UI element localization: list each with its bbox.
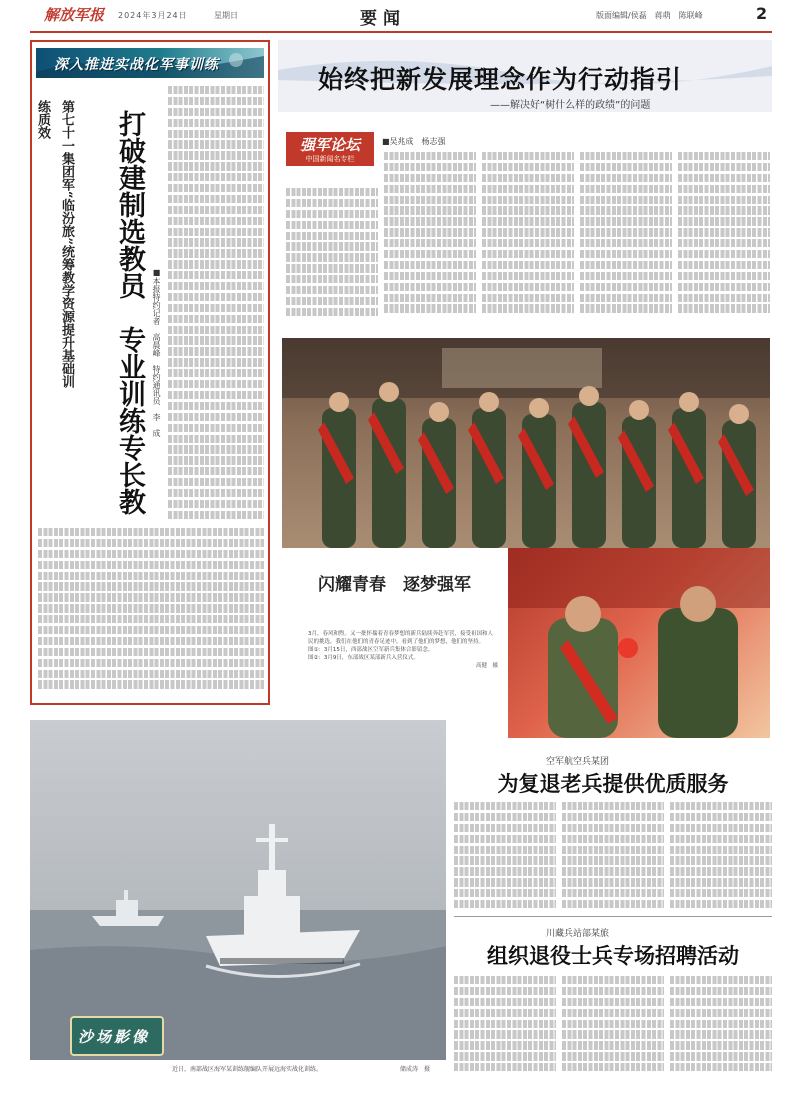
recruit-title: 组织退役士兵专场招聘活动: [487, 943, 739, 968]
veterans-body-col3: [670, 802, 772, 911]
issue-date: 2024年3月24日: [118, 11, 188, 20]
feature-body-col4: [580, 152, 672, 315]
recruit-article: [454, 918, 772, 1088]
photo-feature-credit: 高健 摄: [475, 663, 498, 669]
photo-feature-caption: [308, 630, 498, 670]
veterans-title: 为复退老兵提供优质服务: [497, 771, 729, 796]
recruit-unit: 川藏兵站部某旅: [546, 929, 610, 939]
page-editors: 版面编辑/侯磊 蒋萌 陈联峰: [596, 11, 703, 20]
feature-article: [278, 40, 772, 740]
article-subtitle: 第七十一集团军“临汾旅”统筹教学资源提升基础训练质效: [35, 100, 74, 388]
photo-feature-caption-line2: 图①：3月15日，西部战区空军新兵集体合影留念。: [308, 647, 434, 653]
feature-title: 始终把新发展理念作为行动指引: [318, 65, 683, 94]
column-badge: [286, 132, 374, 166]
photo-feature-caption-line3: 图②：3月9日，东部战区某部新兵入营仪式。: [308, 655, 419, 661]
ship-photo-badge-text: 沙场影像: [78, 1028, 151, 1046]
column-banner: [36, 48, 264, 78]
feature-body-col1: [286, 188, 378, 319]
column-banner-text: 深入推进实战化军事训练: [54, 57, 219, 73]
photo-feature-title: 闪耀青春 逐梦强军: [318, 575, 471, 595]
newspaper-logo: 解放军报: [44, 6, 105, 24]
article-body-column-right: [168, 86, 264, 522]
recruit-body-col3: [670, 976, 772, 1074]
warship-photo: [30, 720, 446, 1060]
column-badge-title: 强军论坛: [299, 136, 360, 154]
veterans-unit: 空军航空兵某团: [546, 757, 610, 767]
ship-photo-caption: 近日，南部战区海军某训练舰编队开展远海实战化训练。: [172, 1066, 323, 1073]
article-body-bottom: [38, 528, 264, 691]
veterans-body-col1: [454, 802, 556, 911]
veterans-article: [454, 740, 772, 918]
section-title: 要闻: [360, 9, 406, 29]
article-byline: ■本报特约记者 高晨峰 特约通讯员 李 成: [152, 268, 161, 437]
warships-illustration: [30, 720, 446, 1060]
feature-subtitle: ——解决好“树什么样的政绩”的问题: [490, 100, 651, 111]
soldier-ceremony-photo: [508, 548, 770, 738]
recruit-body-col1: [454, 976, 556, 1074]
soldiers-group-illustration: [282, 338, 770, 548]
photo-feature-caption-text: 3月，春风和煦。又一批怀揣着青春梦想的新兵陆续奔赴军营，接受祖国和人民的挑选，我们在他们的青春足迹中，看到了他们的梦想，他们的坚持。: [308, 631, 494, 645]
issue-weekday: 星期日: [214, 11, 238, 20]
recruit-body-col2: [562, 976, 664, 1074]
feature-body-col2: [384, 152, 476, 315]
feature-body-col3: [482, 152, 574, 315]
column-badge-subtitle: 中国新闻名专栏: [305, 155, 355, 163]
left-article-box: [30, 40, 270, 705]
masthead: [0, 0, 800, 34]
ceremony-illustration: [508, 548, 770, 738]
veterans-body-col2: [562, 802, 664, 911]
ship-photo-badge: [70, 1016, 164, 1056]
feature-byline: ■吴兆成 杨志强: [382, 137, 446, 146]
ship-photo-credit: 储成涛 摄: [400, 1066, 431, 1073]
soldiers-corridor-photo: [282, 338, 770, 548]
feature-body-col5: [678, 152, 770, 315]
page-number: 2: [756, 4, 768, 23]
article-title: 打破建制选教员 专业训练专长教: [114, 110, 145, 515]
